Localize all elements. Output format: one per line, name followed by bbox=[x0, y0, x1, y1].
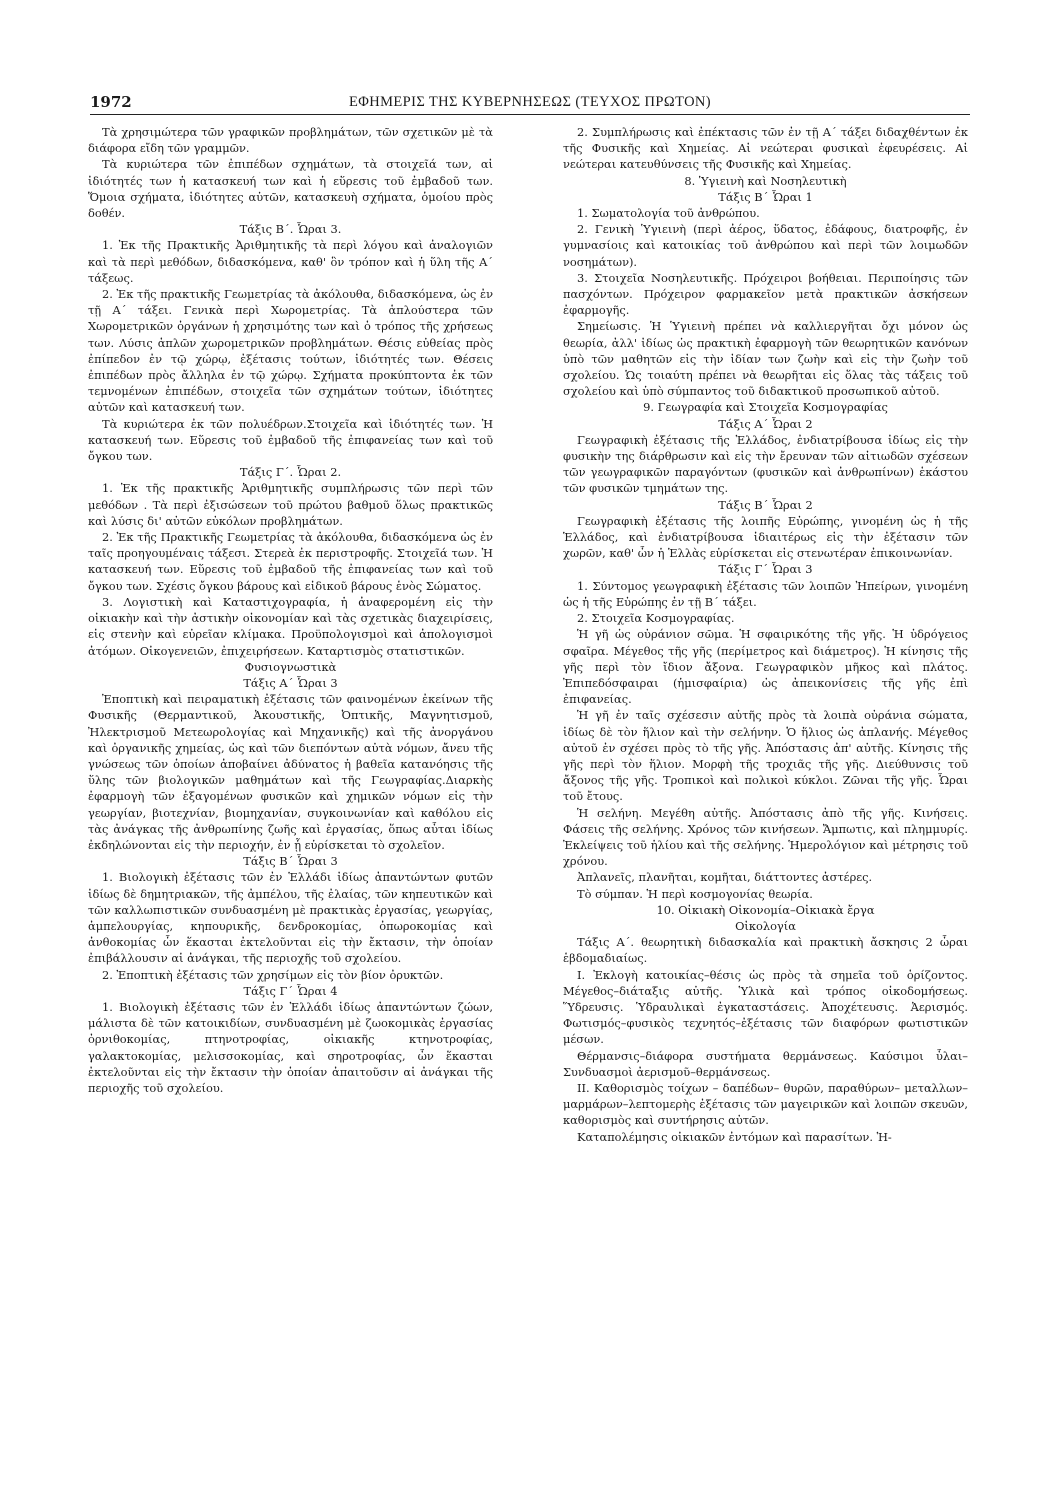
paragraph: 2. Ἐποπτικὴ ἐξέτασις τῶν χρησίμων εἰς τὸν βίον ὀρυκτῶν. bbox=[102, 967, 444, 982]
paragraph: 1. Σωματολογία τοῦ ἀνθρώπου. bbox=[577, 206, 760, 221]
paragraph: Ἡ γῆ ὡς οὐράνιον σῶμα. Ἡ σφαιρικότης τῆς γῆς. Ἡ ὑδρόγειος σφαῖρα. Μέγεθος τῆς γῆς (περίμετρος καὶ διάμετρος). Ἡ κίνησις τῆς γῆς περὶ τὸν ἴδιον ἄξονα. Γεωγραφικὸν μῆκος καὶ πλάτος. Ἐπιπεδόσφαιραι (ἡμισφαίρια) ὡς ἀπεικονίσεις τῆς γῆς ἐπὶ ἐπιφανείας. bbox=[563, 627, 968, 707]
paragraph: Γεωγραφικὴ ἐξέτασις τῆς Ἑλλάδος, ἐνδιατρίβουσα ἰδίως εἰς τὴν φυσικὴν της διάρθρωσιν καὶ εἰς τὴν ἔρευναν τῶν αἰτιωδῶν σχέσεων τῶν γεωγραφικῶν παραγόντων (φυσικῶν καὶ ἀνθρωπίνων) ἑκάστου τῶν φυσικῶν τμημάτων της. bbox=[563, 432, 968, 496]
paragraph: Ἀπλανεῖς, πλανῆται, κομῆται, διάττοντες ἀστέρες. bbox=[577, 870, 873, 885]
paragraph: Ἡ γῆ ἐν ταῖς σχέσεσιν αὐτῆς πρὸς τὰ λοιπὰ οὐράνια σώματα, ἰδίως δὲ τὸν ἥλιον καὶ τὴν σελήνην. Ὁ ἥλιος ὡς ἀπλανής. Μέγεθος αὐτοῦ ἐν σχέσει πρὸς τὸ τῆς γῆς. Ἀπόστασις ἀπ' αὐτῆς. Κίνησις τῆς γῆς περὶ τὸν ἥλιον. Μορφὴ τῆς τροχιᾶς τῆς γῆς. Διεύθυνσις τοῦ ἄξονος τῆς γῆς. Τροπικοὶ καὶ πολικοὶ κύκλοι. Ζῶναι τῆς γῆς. Ὧραι τοῦ ἔτους. bbox=[563, 708, 968, 804]
right-column bbox=[563, 124, 968, 1145]
page-number: 1972 bbox=[90, 93, 132, 111]
section-heading: Φυσιογνωστικὰ bbox=[244, 659, 337, 674]
paragraph: 3. Στοιχεῖα Νοσηλευτικῆς. Πρόχειροι βοήθειαι. Περιποίησις τῶν πασχόντων. Πρόχειρον φαρμακεῖον μετὰ πρακτικῶν ἀσκήσεων ἐφαρμογῆς. bbox=[563, 270, 968, 318]
section-heading: Τάξις Β΄. Ὧραι 3. bbox=[239, 222, 342, 237]
paragraph: Ἡ σελήνη. Μεγέθη αὐτῆς. Ἀπόστασις ἀπὸ τῆς γῆς. Κινήσεις. Φάσεις τῆς σελήνης. Χρόνος τῶν κινήσεων. Ἄμπωτις, καὶ πλημμυρίς. Ἐκλείψεις τοῦ ἡλίου καὶ τῆς σελήνης. Ἡμερολόγιον καὶ μέτρησις τοῦ χρόνου. bbox=[563, 805, 968, 869]
section-heading: Τάξις Β΄ Ὧραι 3 bbox=[243, 854, 338, 869]
paragraph: Σημείωσις. Ἡ Ὑγιεινὴ πρέπει νὰ καλλιεργῆται ὄχι μόνον ὡς θεωρία, ἀλλ' ἰδίως ὡς πρακτικὴ ἐφαρμογὴ τῶν θεωρητικῶν κανόνων ὑπὸ τῶν μαθητῶν εἰς τὴν ἰδίαν των ζωὴν καὶ εἰς τὴν ζωὴν τοῦ σχολείου. Ὡς τοιαύτη πρέπει νὰ θεωρῆται εἰς ὅλας τὰς τάξεις τοῦ σχολείου καὶ ὑπὸ σύμπαντος τοῦ διδακτικοῦ προσωπικοῦ αὐτοῦ. bbox=[563, 319, 968, 399]
paragraph: II. Καθορισμὸς τοίχων – δαπέδων– θυρῶν, παραθύρων– μεταλλων– μαρμάρων–λεπτομερὴς ἐξέτασις τῶν μαγειρικῶν καὶ λοιπῶν σκευῶν, καθορισμὸς καὶ συντήρησις αὐτῶν. bbox=[563, 1080, 968, 1128]
paragraph: Τὰ κυριώτερα ἐκ τῶν πολυέδρων.Στοιχεῖα καὶ ἰδιότητές των. Ἡ κατασκευή των. Εὕρεσις τοῦ ἐμβαδοῦ τῆς ἐπιφανείας των καὶ τοῦ ὄγκου των. bbox=[88, 416, 493, 464]
paragraph: 1. Σύντομος γεωγραφικὴ ἐξέτασις τῶν λοιπῶν Ἠπείρων, γινομένη ὡς ἡ τῆς Εὐρώπης ἐν τῇ Β΄ τάξει. bbox=[563, 578, 968, 609]
running-title: ΕΦΗΜΕΡΙΣ ΤΗΣ ΚΥΒΕΡΝΗΣΕΩΣ (ΤΕΥΧΟΣ ΠΡΩΤΟΝ) bbox=[348, 94, 712, 110]
section-heading: Τάξις Γ΄ Ὧραι 4 bbox=[243, 983, 338, 998]
section-heading: 9. Γεωγραφία καὶ Στοιχεῖα Κοσμογραφίας bbox=[643, 400, 888, 415]
section-heading: Τάξις Β΄ Ὧραι 1 bbox=[718, 189, 813, 204]
paragraph: Ἐποπτικὴ καὶ πειραματικὴ ἐξέτασις τῶν φαινομένων ἐκείνων τῆς Φυσικῆς (Θερμαντικοῦ, Ἀκουστικῆς, Ὀπτικῆς, Μαγνητισμοῦ, Ἠλεκτρισμοῦ Μετεωρολογίας καὶ Μηχανικῆς) καὶ τῆς ἀνοργάνου καὶ ὀργανικῆς χημείας, ὡς καὶ τῶν διεπόντων αὐτὰ νόμων, ἄνευ τῆς γνώσεως τῶν ὁποίων ἀποβαίνει ἀδύνατος ἡ βαθεῖα κατανόησις τῆς ὕλης τῶν βιολογικῶν μαθημάτων καὶ τῆς Γεωγραφίας.Διαρκὴς ἐφαρμογὴ τῶν ἐξαγομένων φυσικῶν καὶ χημικῶν νόμων εἰς τὴν γεωργίαν, βιοτεχνίαν, βιομηχανίαν, συγκοινωνίαν καὶ καθόλου εἰς τὰς ἀνάγκας τῆς ἀνθρωπίνης ζωῆς καὶ ἐργασίας, ὅπως αὗται ἰδίως ἐκδηλώνονται εἰς τὴν περιοχήν, ἐν ᾗ εὑρίσκεται τὸ σχολεῖον. bbox=[88, 692, 493, 852]
paragraph: Γεωγραφικὴ ἐξέτασις τῆς λοιπῆς Εὐρώπης, γινομένη ὡς ἡ τῆς Ἑλλάδος, καὶ ἐνδιατρίβουσα ἰδιαιτέρως εἰς τὴν ἐξέτασιν τῶν χωρῶν, καθ' ὧν ἡ Ἑλλὰς εὑρίσκεται εἰς στενωτέραν ἐπικοινωνίαν. bbox=[563, 513, 968, 561]
paragraph: Τὰ κυριώτερα τῶν ἐπιπέδων σχημάτων, τὰ στοιχεῖά των, αἱ ἰδιότητές των ἡ κατασκευή των καὶ ἡ εὕρεσις τοῦ ἐμβαδοῦ των. Ὅμοια σχήματα, ἰδιότητες αὐτῶν, κατασκευὴ σχήματα, ὁμοίου πρὸς δοθέν. bbox=[88, 157, 493, 221]
paragraph: 2. Στοιχεῖα Κοσμογραφίας. bbox=[577, 611, 735, 626]
section-heading: Οἰκολογία bbox=[735, 918, 796, 933]
page-header bbox=[90, 88, 970, 115]
paragraph: 3. Λογιστικὴ καὶ Καταστιχογραφία, ἡ ἀναφερομένη εἰς τὴν οἰκιακὴν καὶ τὴν ἀστικὴν οἰκονομίαν καὶ τὰς σχετικὰς διαχειρίσεις, εἰς στενὴν καὶ εὐρεῖαν κλίμακα. Προϋπολογισμοὶ καὶ ἀπολογισμοὶ ἀτόμων. Οἰκογενειῶν, ἐπιχειρήσεων. Καταρτισμὸς στατιστικῶν. bbox=[88, 594, 493, 658]
paragraph: 2. Ἐκ τῆς πρακτικῆς Γεωμετρίας τὰ ἀκόλουθα, διδασκόμενα, ὡς ἐν τῇ Α΄ τάξει. Γενικὰ περὶ Χωρομετρίας. Τὰ ἁπλούστερα τῶν Χωρομετρικῶν ὀργάνων ἡ χρησιμότης των καὶ ὁ τρόπος τῆς χρήσεως των. Λύσις ἁπλῶν χωρομετρικῶν προβλημάτων. Θέσις εὐθείας πρὸς ἐπίπεδον ἐν τῷ χώρῳ, ἐξέτασις τούτων, ἰδιότητές των. Θέσεις ἐπιπέδων πρὸς ἄλληλα ἐν τῷ χώρῳ. Σχήματα προκύπτοντα ἐκ τῶν τεμνομένων ἐπιπέδων, στοιχεῖα τῶν σχημάτων τούτων, ἰδιότητες αὐτῶν καὶ κατασκευή των. bbox=[88, 287, 493, 415]
paragraph: 2. Γενικὴ Ὑγιεινὴ (περὶ ἀέρος, ὕδατος, ἐδάφους, διατροφῆς, ἐν γυμνασίοις καὶ κατοικίας τοῦ ἀνθρώπου καὶ περὶ τῶν λοιμωδῶν νοσημάτων). bbox=[563, 222, 968, 269]
paragraph: Τάξις Α΄. θεωρητικὴ διδασκαλία καὶ πρακτικὴ ἄσκησις 2 ὧραι ἑβδομαδιαίως. bbox=[563, 935, 968, 966]
paragraph: Τὰ χρησιμώτερα τῶν γραφικῶν προβλημάτων, τῶν σχετικῶν μὲ τὰ διάφορα εἴδη τῶν γραμμῶν. bbox=[88, 125, 493, 156]
left-column bbox=[88, 124, 493, 1096]
section-heading: Τάξις Α΄ Ὧραι 3 bbox=[243, 675, 338, 690]
paragraph: Τὸ σύμπαν. Ἡ περὶ κοσμογονίας θεωρία. bbox=[577, 886, 813, 901]
section-heading: Τάξις Γ΄. Ὧραι 2. bbox=[239, 465, 342, 480]
section-heading: Τάξις Α΄ Ὧραι 2 bbox=[718, 416, 813, 431]
section-heading: 8. Ὑγιεινὴ καὶ Νοσηλευτικὴ bbox=[684, 173, 847, 188]
paragraph: Καταπολέμησις οἰκιακῶν ἐντόμων καὶ παρασίτων. Ἡ- bbox=[577, 1129, 892, 1144]
paragraph: 2. Συμπλήρωσις καὶ ἐπέκτασις τῶν ἐν τῇ Α΄ τάξει διδαχθέντων ἐκ τῆς Φυσικῆς καὶ Χημείας. Αἱ νεώτεραι φυσικαὶ ἐφευρέσεις. Αἱ νεώτεραι κατευθύνσεις τῆς Φυσικῆς καὶ Χημείας. bbox=[563, 125, 968, 172]
paragraph: 1. Βιολογικὴ ἐξέτασις τῶν ἐν Ἑλλάδι ἰδίως ἀπαντώντων ζώων, μάλιστα δὲ τῶν κατοικιδίων, συνδυασμένη μὲ ζωοκομικὰς ἐργασίας ὀρνιθοκομίας, πτηνοτροφίας, οἰκιακῆς κτηνοτροφίας, γαλακτοκομίας, μελισσοκομίας, καὶ σηροτροφίας, ὧν ἕκασται ἐκτελοῦνται εἰς τὴν ἔκτασιν τὴν ὁποίαν ἀπαιτοῦσιν αἱ ἀνάγκαι τῆς περιοχῆς τοῦ σχολείου. bbox=[88, 999, 493, 1095]
paragraph: Θέρμανσις–διάφορα συστήματα θερμάνσεως. Καύσιμοι ὗλαι–Συνδυασμοὶ ἀερισμοῦ–θερμάνσεως. bbox=[563, 1048, 968, 1079]
section-heading: 10. Οἰκιακὴ Οἰκονομία–Οἰκιακὰ ἔργα bbox=[656, 902, 875, 917]
paragraph: I. Ἐκλογὴ κατοικίας–θέσις ὡς πρὸς τὰ σημεῖα τοῦ ὁρίζοντος. Μέγεθος–διάταξις αὐτῆς. Ὑλικὰ καὶ τρόπος οἰκοδομήσεως. Ὕδρευσις. Ὑδραυλικαὶ ἐγκαταστάσεις. Ἀποχέτευσις. Ἀερισμός. Φωτισμός–φυσικὸς τεχνητός–ἐξέτασις τῶν διαφόρων φωτιστικῶν μέσων. bbox=[563, 967, 968, 1047]
paragraph: 1. Ἐκ τῆς Πρακτικῆς Ἀριθμητικῆς τὰ περὶ λόγου καὶ ἀναλογιῶν καὶ τὰ περὶ μεθόδων, διδασκόμενα, καθ' ὃν τρόπον καὶ ἡ ὕλη τῆς Α΄ τάξεως. bbox=[88, 238, 493, 285]
section-heading: Τάξις Γ΄ Ὧραι 3 bbox=[718, 562, 813, 577]
section-heading: Τάξις Β΄ Ὧραι 2 bbox=[718, 497, 813, 512]
paragraph: 1. Ἐκ τῆς πρακτικῆς Ἀριθμητικῆς συμπλήρωσις τῶν περὶ τῶν μεθόδων . Τὰ περὶ ἐξισώσεων τοῦ πρώτου βαθμοῦ ὅλως πρακτικῶς καὶ λύσις δι' αὐτῶν εὐκόλων προβλημάτων. bbox=[88, 481, 493, 528]
paragraph: 1. Βιολογικὴ ἐξέτασις τῶν ἐν Ἑλλάδι ἰδίως ἀπαντώντων φυτῶν ἰδίως δὲ δημητριακῶν, τῆς ἀμπέλου, τῆς ἐλαίας, τῶν κηπευτικῶν καὶ τῶν καλλωπιστικῶν συνδυασμένη μὲ πρακτικὰς ἐργασίας, γεωργίας, ἀμπελουργίας, κηπουρικῆς, δενδροκομίας, ὀπωροκομίας καὶ ἀνθοκομίας ὧν ἕκασται ἐκτελοῦνται εἰς τὴν ἔκτασιν, τὴν ὁποίαν ἐπιβάλλουσιν αἱ ἀνάγκαι, τῆς περιοχῆς τοῦ σχολείου. bbox=[88, 870, 493, 966]
paragraph: 2. Ἐκ τῆς Πρακτικῆς Γεωμετρίας τὰ ἀκόλουθα, διδασκόμενα ὡς ἐν ταῖς προηγουμέναις τάξεσι. Στερεὰ ἐκ περιστροφῆς. Στοιχεῖά των. Ἡ κατασκευή των. Εὕρεσις τοῦ ἐμβαδοῦ τῆς ἐπιφανείας των καὶ τοῦ ὄγκου των. Σχέσις ὄγκου βάρους καὶ εἰδικοῦ βάρους ἑνὸς Σώματος. bbox=[88, 530, 493, 593]
